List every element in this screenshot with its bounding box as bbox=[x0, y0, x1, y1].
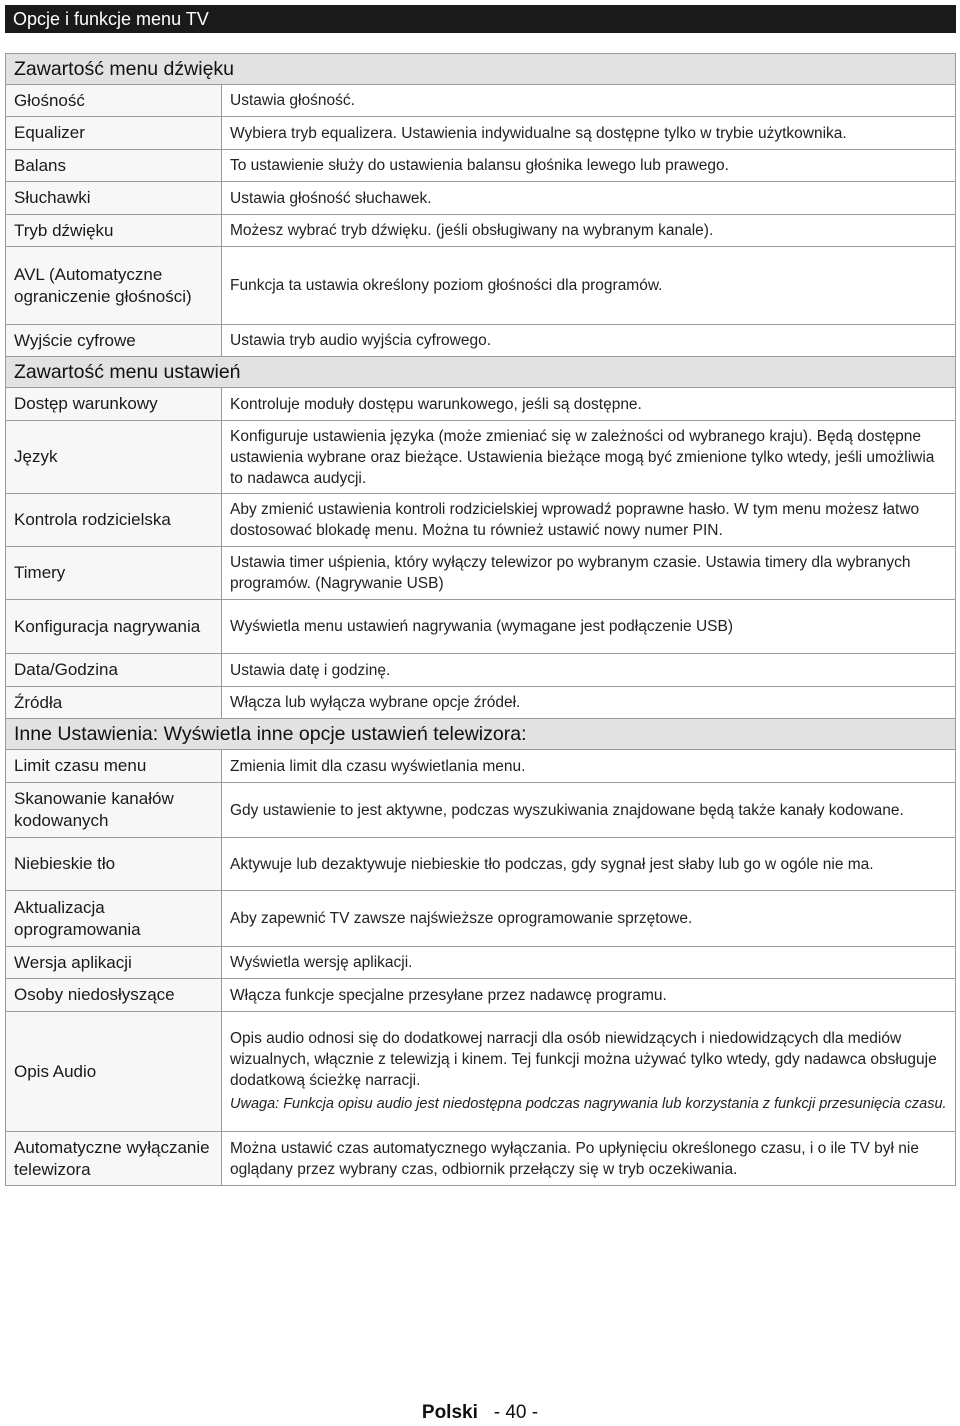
section-header-sound bbox=[6, 54, 956, 85]
table-row bbox=[6, 750, 956, 783]
table-row bbox=[6, 654, 956, 687]
option-name: Źródła bbox=[6, 687, 222, 719]
table-row bbox=[6, 1012, 956, 1132]
table-row bbox=[6, 783, 956, 838]
option-name: Equalizer bbox=[6, 117, 222, 150]
option-name: Konfiguracja nagrywania bbox=[6, 600, 222, 654]
option-name: Osoby niedosłyszące bbox=[6, 979, 222, 1012]
option-description: Aktywuje lub dezaktywuje niebieskie tło podczas, gdy sygnał jest słaby lub go w ogóle nie ma. bbox=[222, 838, 956, 891]
option-description: Konfiguruje ustawienia języka (może zmieniać się w zależności od wybranego kraju). Będą dostępne ustawienia wybrane oraz bieżące. Ustawienia bieżące mogą być zmienione tylko wtedy, jeśli umożliwia to nadawca audycji. bbox=[222, 421, 956, 494]
table-row bbox=[6, 838, 956, 891]
table-row bbox=[6, 247, 956, 325]
table-row bbox=[6, 1132, 956, 1186]
table-row bbox=[6, 150, 956, 182]
option-name: Niebieskie tło bbox=[6, 838, 222, 891]
page-header bbox=[5, 5, 956, 33]
section-title: Zawartość menu ustawień bbox=[6, 357, 956, 388]
table-row bbox=[6, 388, 956, 421]
option-name: Słuchawki bbox=[6, 182, 222, 215]
table-row bbox=[6, 547, 956, 600]
option-name: AVL (Automatyczne ograniczenie głośności) bbox=[6, 247, 222, 325]
table-row bbox=[6, 494, 956, 547]
option-description: Włącza funkcje specjalne przesyłane przez nadawcę programu. bbox=[222, 979, 956, 1012]
option-name: Skanowanie kanałów kodowanych bbox=[6, 783, 222, 838]
option-description: Ustawia głośność. bbox=[222, 85, 956, 117]
option-name: Data/Godzina bbox=[6, 654, 222, 687]
option-description: Kontroluje moduły dostępu warunkowego, jeśli są dostępne. bbox=[222, 388, 956, 421]
option-description: Możesz wybrać tryb dźwięku. (jeśli obsługiwany na wybranym kanale). bbox=[222, 215, 956, 247]
option-description: Wyświetla menu ustawień nagrywania (wymagane jest podłączenie USB) bbox=[222, 600, 956, 654]
table-row bbox=[6, 891, 956, 947]
page-footer bbox=[0, 1402, 960, 1424]
table-row bbox=[6, 421, 956, 494]
section-title: Inne Ustawienia: Wyświetla inne opcje ustawień telewizora: bbox=[6, 719, 956, 750]
option-name: Głośność bbox=[6, 85, 222, 117]
page-number: - 40 - bbox=[493, 1402, 539, 1423]
option-description: Wyświetla wersję aplikacji. bbox=[222, 947, 956, 979]
table-row bbox=[6, 325, 956, 357]
table-row bbox=[6, 600, 956, 654]
footer-language: Polski bbox=[421, 1402, 478, 1423]
page-title: Opcje i funkcje menu TV bbox=[13, 8, 209, 29]
option-description: Ustawia głośność słuchawek. bbox=[222, 182, 956, 215]
menu-options-table bbox=[5, 53, 956, 1186]
option-description: To ustawienie służy do ustawienia balansu głośnika lewego lub prawego. bbox=[222, 150, 956, 182]
option-description: Aby zmienić ustawienia kontroli rodzicielskiej wprowadź poprawne hasło. W tym menu możesz łatwo dostosować blokadę menu. Można tu również ustawić nowy numer PIN. bbox=[222, 494, 956, 547]
option-description bbox=[222, 1012, 956, 1132]
option-name: Automatyczne wyłączanie telewizora bbox=[6, 1132, 222, 1186]
table-row bbox=[6, 85, 956, 117]
option-name: Wersja aplikacji bbox=[6, 947, 222, 979]
option-description-text: Opis audio odnosi się do dodatkowej narracji dla osób niewidzących i niedowidzących dla mediów wizualnych, włącznie z telewizją i kinem. Tej funkcji można używać tylko wtedy, gdy nadawca obsługuje dodatkową ścieżkę narracji. bbox=[230, 1030, 937, 1089]
option-description: Ustawia tryb audio wyjścia cyfrowego. bbox=[222, 325, 956, 357]
option-name: Timery bbox=[6, 547, 222, 600]
option-name: Dostęp warunkowy bbox=[6, 388, 222, 421]
option-description: Włącza lub wyłącza wybrane opcje źródeł. bbox=[222, 687, 956, 719]
section-title: Zawartość menu dźwięku bbox=[6, 54, 956, 85]
table-row bbox=[6, 117, 956, 150]
option-description: Wybiera tryb equalizera. Ustawienia indywidualne są dostępne tylko w trybie użytkownika. bbox=[222, 117, 956, 150]
section-header-settings bbox=[6, 357, 956, 388]
option-note: Uwaga: Funkcja opisu audio jest niedostępna podczas nagrywania lub korzystania z funkcji przesunięcia czasu. bbox=[230, 1096, 947, 1112]
option-description: Zmienia limit dla czasu wyświetlania menu. bbox=[222, 750, 956, 783]
table-row bbox=[6, 182, 956, 215]
option-name: Kontrola rodzicielska bbox=[6, 494, 222, 547]
option-name: Balans bbox=[6, 150, 222, 182]
option-description: Aby zapewnić TV zawsze najświeższe oprogramowanie sprzętowe. bbox=[222, 891, 956, 947]
option-name: Limit czasu menu bbox=[6, 750, 222, 783]
table-row bbox=[6, 687, 956, 719]
option-name: Tryb dźwięku bbox=[6, 215, 222, 247]
option-name: Język bbox=[6, 421, 222, 494]
option-name: Opis Audio bbox=[6, 1012, 222, 1132]
table-row bbox=[6, 215, 956, 247]
table-row bbox=[6, 979, 956, 1012]
option-description: Można ustawić czas automatycznego wyłączania. Po upłynięciu określonego czasu, i o ile TV był nie oglądany przez wybrany czas, odbiornik przełączy się w tryb oczekiwania. bbox=[222, 1132, 956, 1186]
section-header-other-settings bbox=[6, 719, 956, 750]
option-description: Gdy ustawienie to jest aktywne, podczas wyszukiwania znajdowane będą także kanały kodowane. bbox=[222, 783, 956, 838]
option-name: Wyjście cyfrowe bbox=[6, 325, 222, 357]
option-description: Ustawia datę i godzinę. bbox=[222, 654, 956, 687]
option-description: Ustawia timer uśpienia, który wyłączy telewizor po wybranym czasie. Ustawia timery dla wybranych programów. (Nagrywanie USB) bbox=[222, 547, 956, 600]
option-name: Aktualizacja oprogramowania bbox=[6, 891, 222, 947]
option-description: Funkcja ta ustawia określony poziom głośności dla programów. bbox=[222, 247, 956, 325]
table-row bbox=[6, 947, 956, 979]
